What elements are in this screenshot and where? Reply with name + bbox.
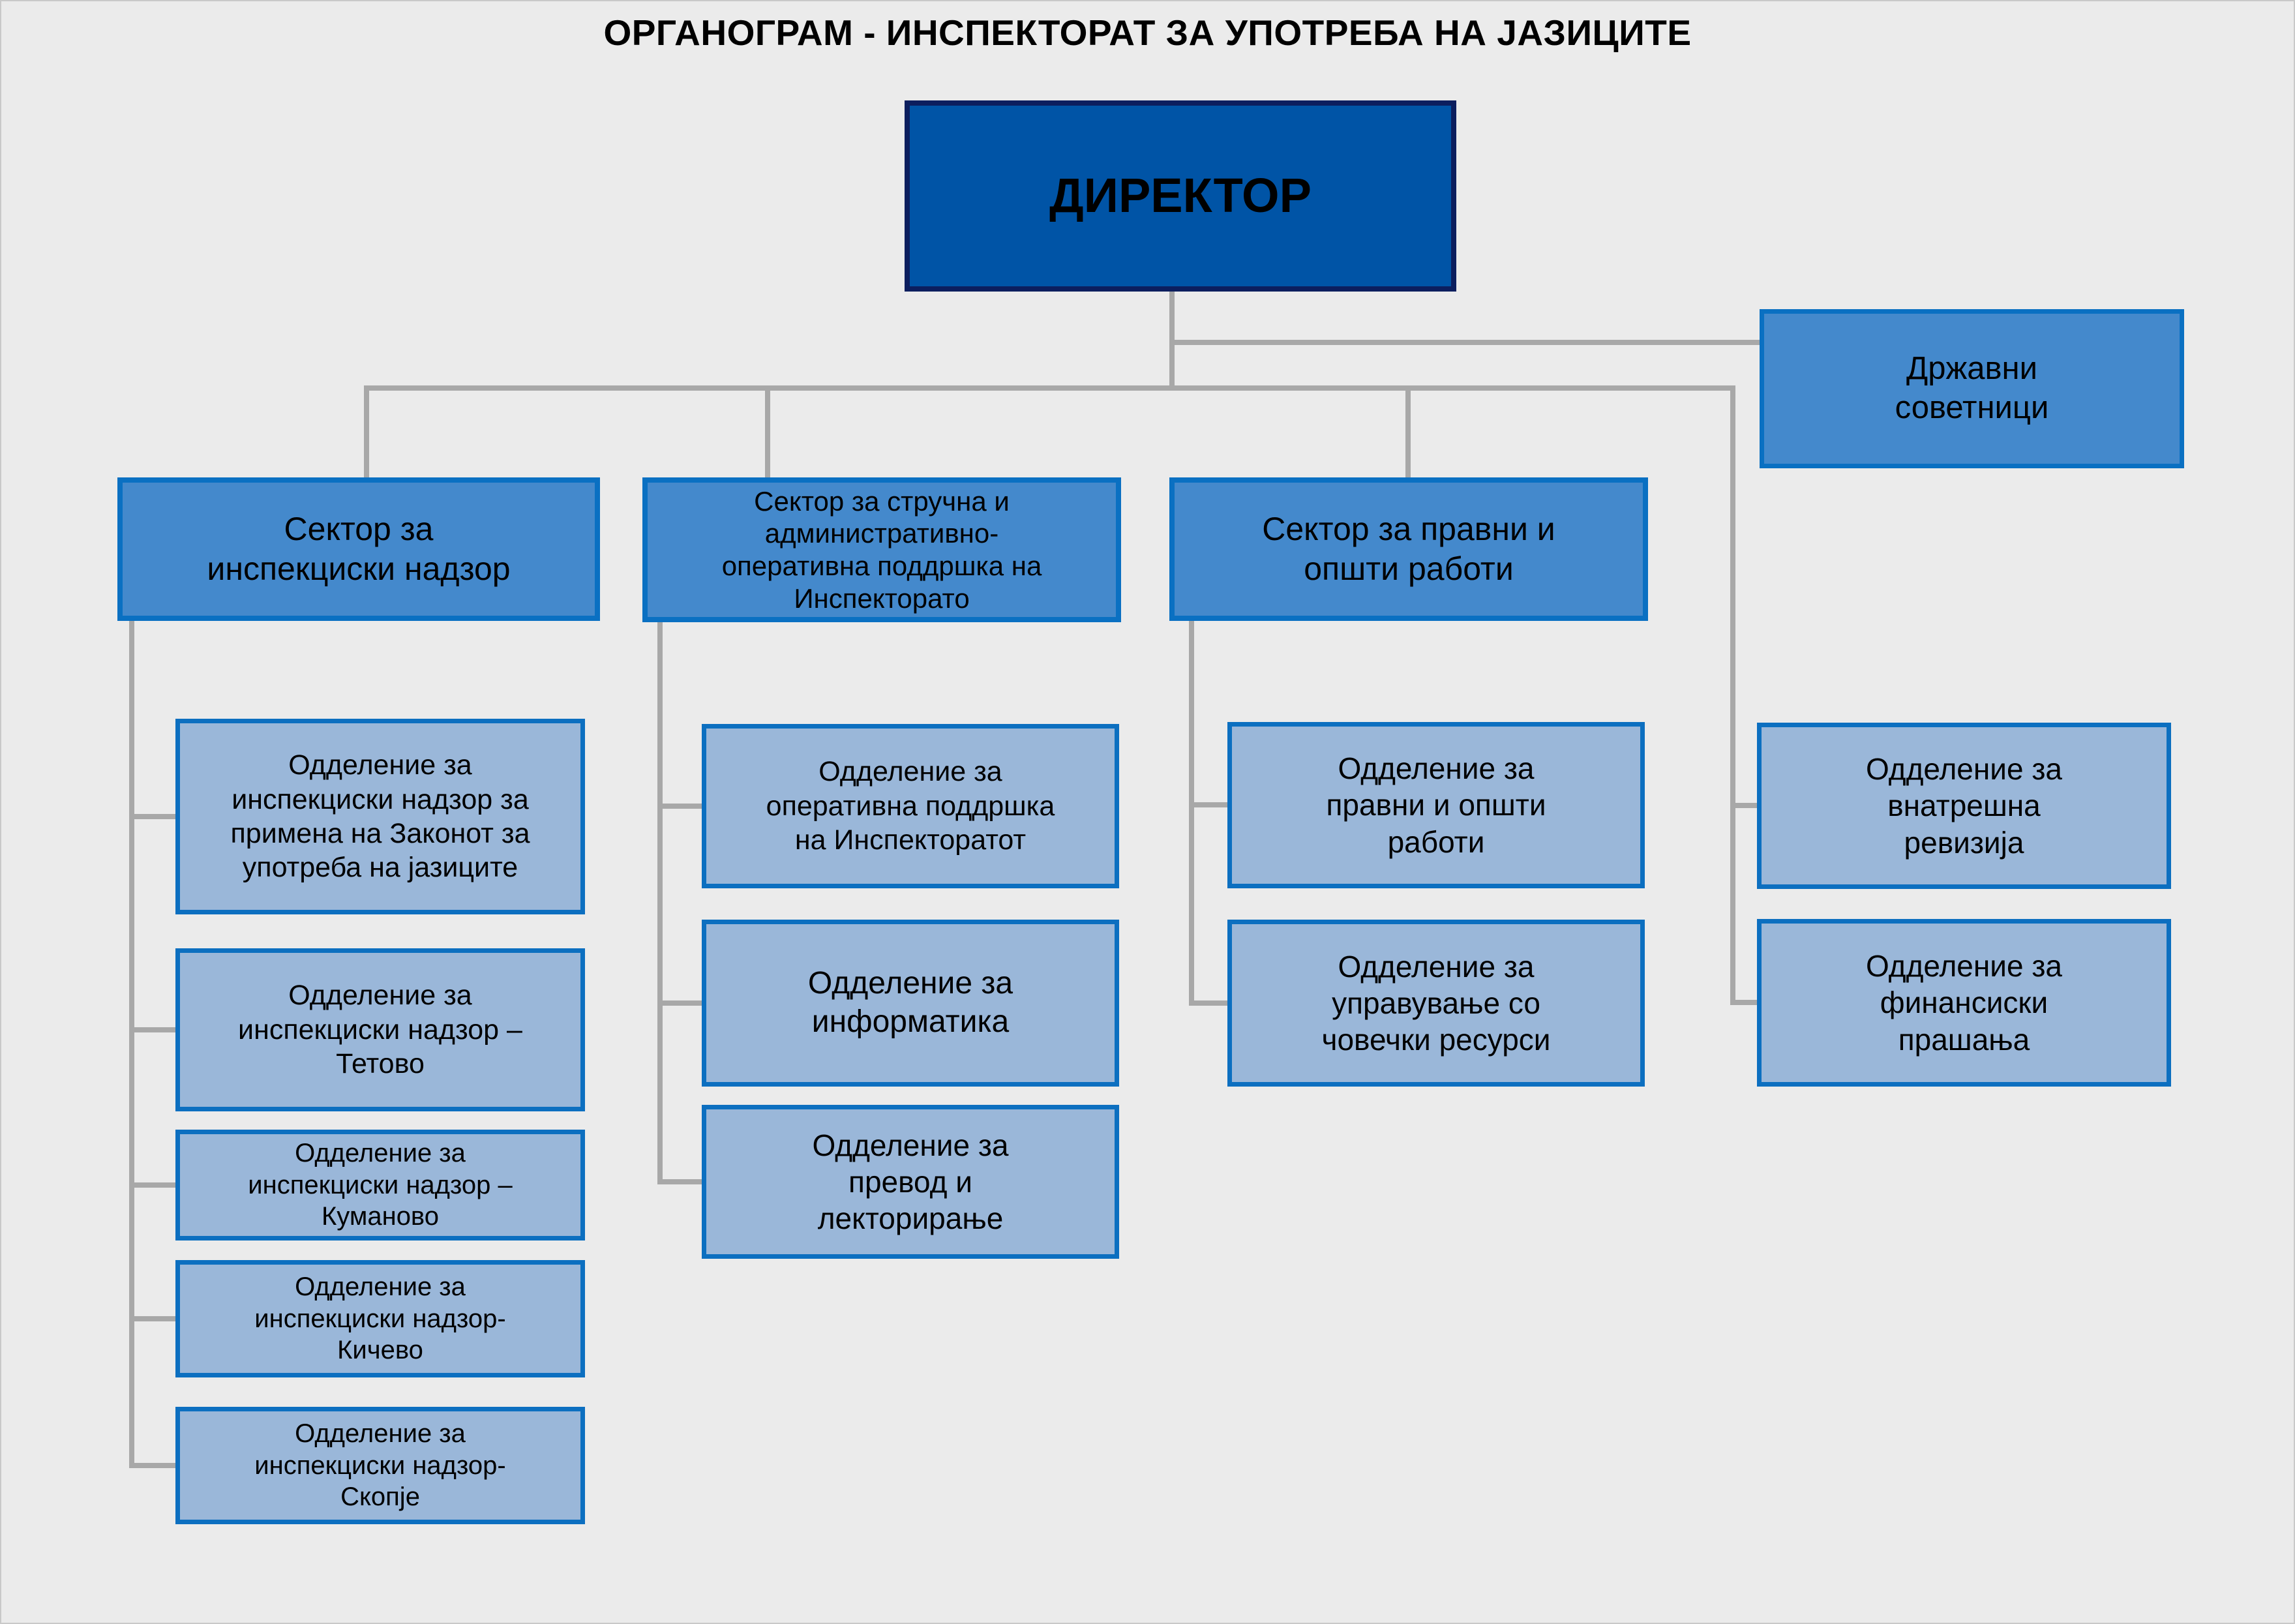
department-label: Одделение за инспекциски надзор – Тетово xyxy=(238,980,522,1080)
connector-trunk-legal xyxy=(1189,620,1194,1006)
department-label: Одделение за инспекциски надзор- Кичево xyxy=(254,1272,506,1365)
sector-box-legal xyxy=(1169,477,1648,621)
page-title: ОРГАНОГРАМ - ИНСПЕКТОРАТ ЗА УПОТРЕБА НА ЈАЗИЦИТЕ xyxy=(603,12,1692,53)
department-box-internal-audit xyxy=(1757,723,2171,889)
connector-stub-support-1 xyxy=(657,804,702,809)
connector-stub-legal-1 xyxy=(1189,802,1227,807)
sector-inspection-label: Сектор за инспекциски надзор xyxy=(207,511,511,587)
sector-legal-label: Сектор за правни и општи работи xyxy=(1262,511,1555,587)
connector-drop-sector-inspection xyxy=(364,385,369,477)
connector-stub-inspection-2 xyxy=(129,1027,175,1032)
department-box-inspection-kicevo xyxy=(175,1260,585,1377)
department-box-inspection-kumanovo xyxy=(175,1130,585,1241)
department-box-operational-support xyxy=(702,724,1119,888)
department-label: Одделение за превод и лекторирање xyxy=(812,1128,1009,1236)
connector-stub-support-3 xyxy=(657,1179,702,1184)
advisors-box xyxy=(1760,309,2184,468)
connector-main-horizontal xyxy=(364,385,1735,391)
director-label: ДИРЕКТОР xyxy=(1049,168,1312,223)
department-box-inspection-tetovo xyxy=(175,948,585,1111)
connector-drop-sector-support xyxy=(765,385,770,477)
connector-stub-director-direct-2 xyxy=(1730,1000,1757,1005)
connector-stub-inspection-5 xyxy=(129,1463,175,1468)
sector-support-label: Сектор за стручна и административно-оперативна поддршка на Инспекторато xyxy=(721,485,1042,614)
connector-trunk-director-direct xyxy=(1730,385,1735,1005)
director-box xyxy=(905,100,1456,292)
department-label: Одделение за финансиски прашања xyxy=(1865,949,2063,1057)
connector-stub-support-2 xyxy=(657,1000,702,1006)
department-label: Одделение за управување со човечки ресурси xyxy=(1321,949,1551,1057)
connector-advisors-branch xyxy=(1172,340,1760,345)
connector-trunk-inspection xyxy=(129,618,134,1468)
connector-stub-legal-2 xyxy=(1189,1000,1227,1006)
connector-stub-inspection-1 xyxy=(129,814,175,819)
department-box-translation xyxy=(702,1105,1119,1259)
department-box-inspection-law xyxy=(175,719,585,914)
connector-stub-inspection-3 xyxy=(129,1182,175,1188)
department-box-human-resources xyxy=(1227,920,1645,1087)
department-label: Одделение за внатрешна ревизија xyxy=(1865,752,2063,860)
department-label: Одделение за правни и општи работи xyxy=(1326,751,1546,859)
department-box-financial-affairs xyxy=(1757,919,2171,1087)
department-label: Одделение за информатика xyxy=(807,966,1013,1039)
sector-box-support xyxy=(642,477,1121,622)
connector-stub-inspection-4 xyxy=(129,1316,175,1321)
department-label: Одделение за инспекциски надзор- Скопје xyxy=(254,1419,506,1512)
department-box-inspection-skopje xyxy=(175,1407,585,1524)
connector-stub-director-direct-1 xyxy=(1730,803,1757,808)
department-label: Одделение за инспекциски надзор за примена на Законот за употреба на јазиците xyxy=(230,749,530,884)
connector-drop-sector-legal xyxy=(1405,385,1411,477)
department-box-informatics xyxy=(702,920,1119,1087)
department-label: Одделение за оперативна поддршка на Инспекторатот xyxy=(766,756,1055,856)
connector-trunk-support xyxy=(657,620,663,1184)
advisors-label: Државни советници xyxy=(1895,351,2049,425)
department-box-legal-general xyxy=(1227,722,1645,888)
department-label: Одделение за инспекциски надзор – Куманово xyxy=(248,1138,513,1231)
sector-box-inspection xyxy=(117,477,600,621)
